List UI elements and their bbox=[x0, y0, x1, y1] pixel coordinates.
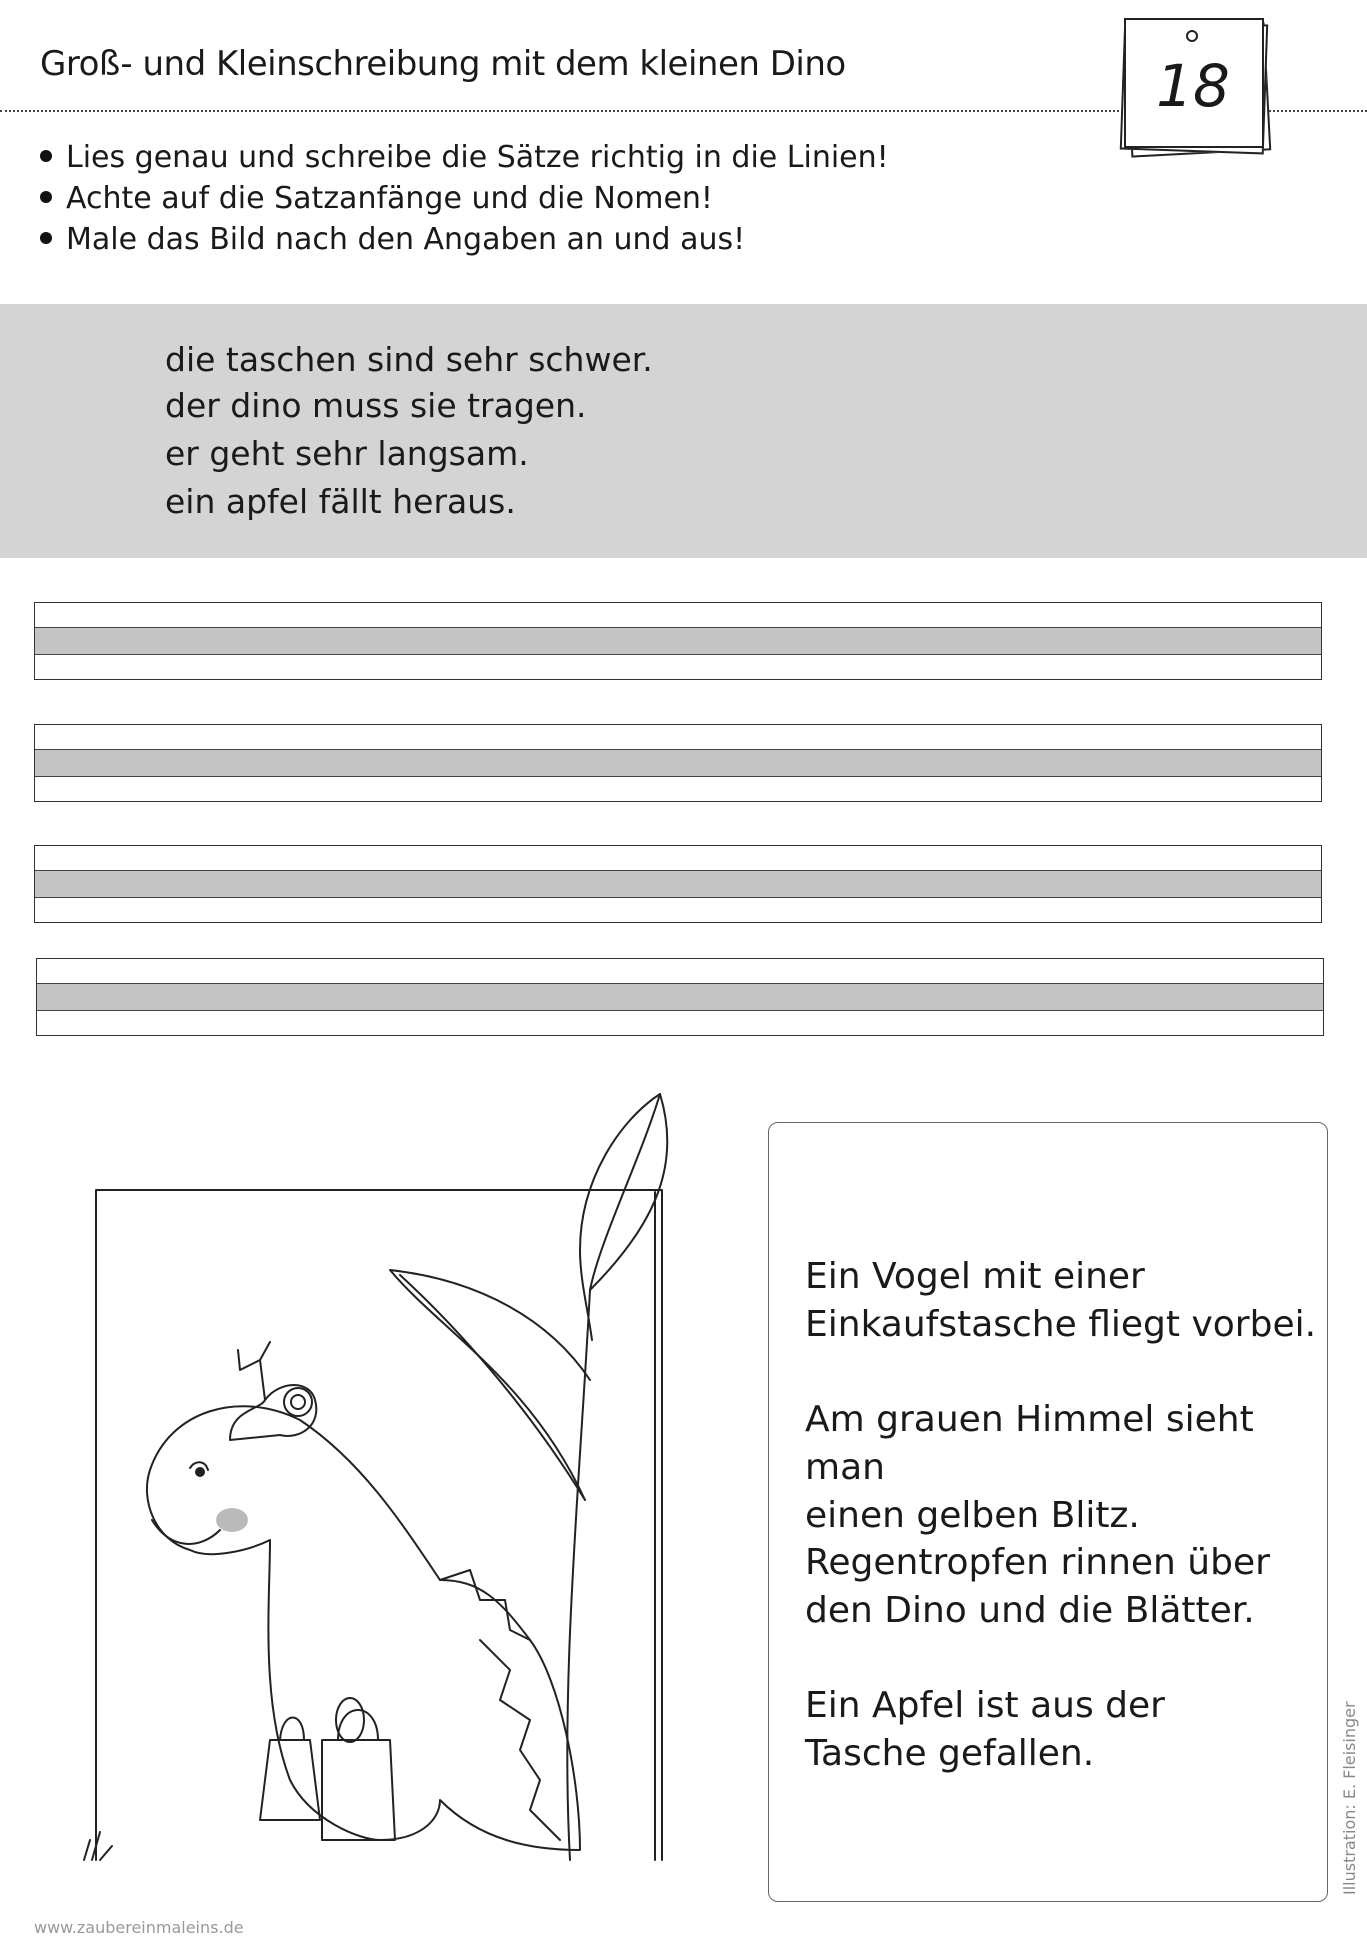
instruction-item bbox=[40, 222, 745, 257]
info-paragraph bbox=[805, 1539, 1325, 1635]
bullet-icon bbox=[40, 232, 52, 244]
info-line: den Dino und die Blätter. bbox=[805, 1590, 1255, 1631]
page-number: 18 bbox=[1156, 52, 1230, 120]
writing-line[interactable] bbox=[34, 724, 1322, 802]
dino-body bbox=[147, 1406, 580, 1850]
instruction-item bbox=[40, 140, 889, 175]
info-paragraph bbox=[805, 1396, 1325, 1540]
footer-url[interactable]: www.zaubereinmaleins.de bbox=[34, 1918, 244, 1937]
source-sentence: die taschen sind sehr schwer. bbox=[165, 340, 653, 379]
shopping-bag bbox=[322, 1740, 395, 1840]
instruction-item bbox=[40, 181, 713, 216]
writing-line[interactable] bbox=[34, 602, 1322, 680]
instruction-text: Achte auf die Satzanfänge und die Nomen! bbox=[66, 181, 713, 216]
writing-line[interactable] bbox=[36, 958, 1324, 1036]
leaf-stem bbox=[567, 1094, 660, 1860]
bullet-icon bbox=[40, 191, 52, 203]
info-line: einen gelben Blitz. bbox=[805, 1495, 1140, 1536]
dino-coloring-illustration[interactable] bbox=[60, 1080, 680, 1880]
source-sentence: der dino muss sie tragen. bbox=[165, 386, 587, 425]
instruction-text: Male das Bild nach den Angaben an und aus! bbox=[66, 222, 746, 257]
picture-frame bbox=[96, 1190, 662, 1860]
info-paragraph bbox=[805, 1253, 1325, 1349]
big-leaf bbox=[390, 1270, 590, 1500]
info-line: Am grauen Himmel sieht man bbox=[805, 1399, 1254, 1488]
source-sentence: ein apfel fällt heraus. bbox=[165, 482, 516, 521]
info-line: Ein Apfel ist aus der bbox=[805, 1685, 1165, 1726]
info-line: Einkaufstasche fliegt vorbei. bbox=[805, 1304, 1317, 1345]
coloring-instructions-box bbox=[768, 1122, 1328, 1902]
illustration-credit: Illustration: E. Fleisinger bbox=[1340, 1701, 1359, 1895]
pin-icon bbox=[1184, 28, 1200, 44]
instruction-text: Lies genau und schreibe die Sätze richtig in die Linien! bbox=[66, 140, 889, 175]
page-number-badge bbox=[1118, 18, 1278, 168]
source-sentence: er geht sehr langsam. bbox=[165, 434, 529, 473]
info-line: Ein Vogel mit einer bbox=[805, 1256, 1145, 1297]
info-paragraph bbox=[805, 1682, 1325, 1778]
writing-line[interactable] bbox=[34, 845, 1322, 923]
snail bbox=[230, 1385, 316, 1440]
info-line: Tasche gefallen. bbox=[805, 1733, 1095, 1774]
info-line: Regentropfen rinnen über bbox=[805, 1542, 1270, 1583]
page-title: Groß- und Kleinschreibung mit dem kleinen Dino bbox=[40, 44, 846, 84]
bullet-icon bbox=[40, 150, 52, 162]
